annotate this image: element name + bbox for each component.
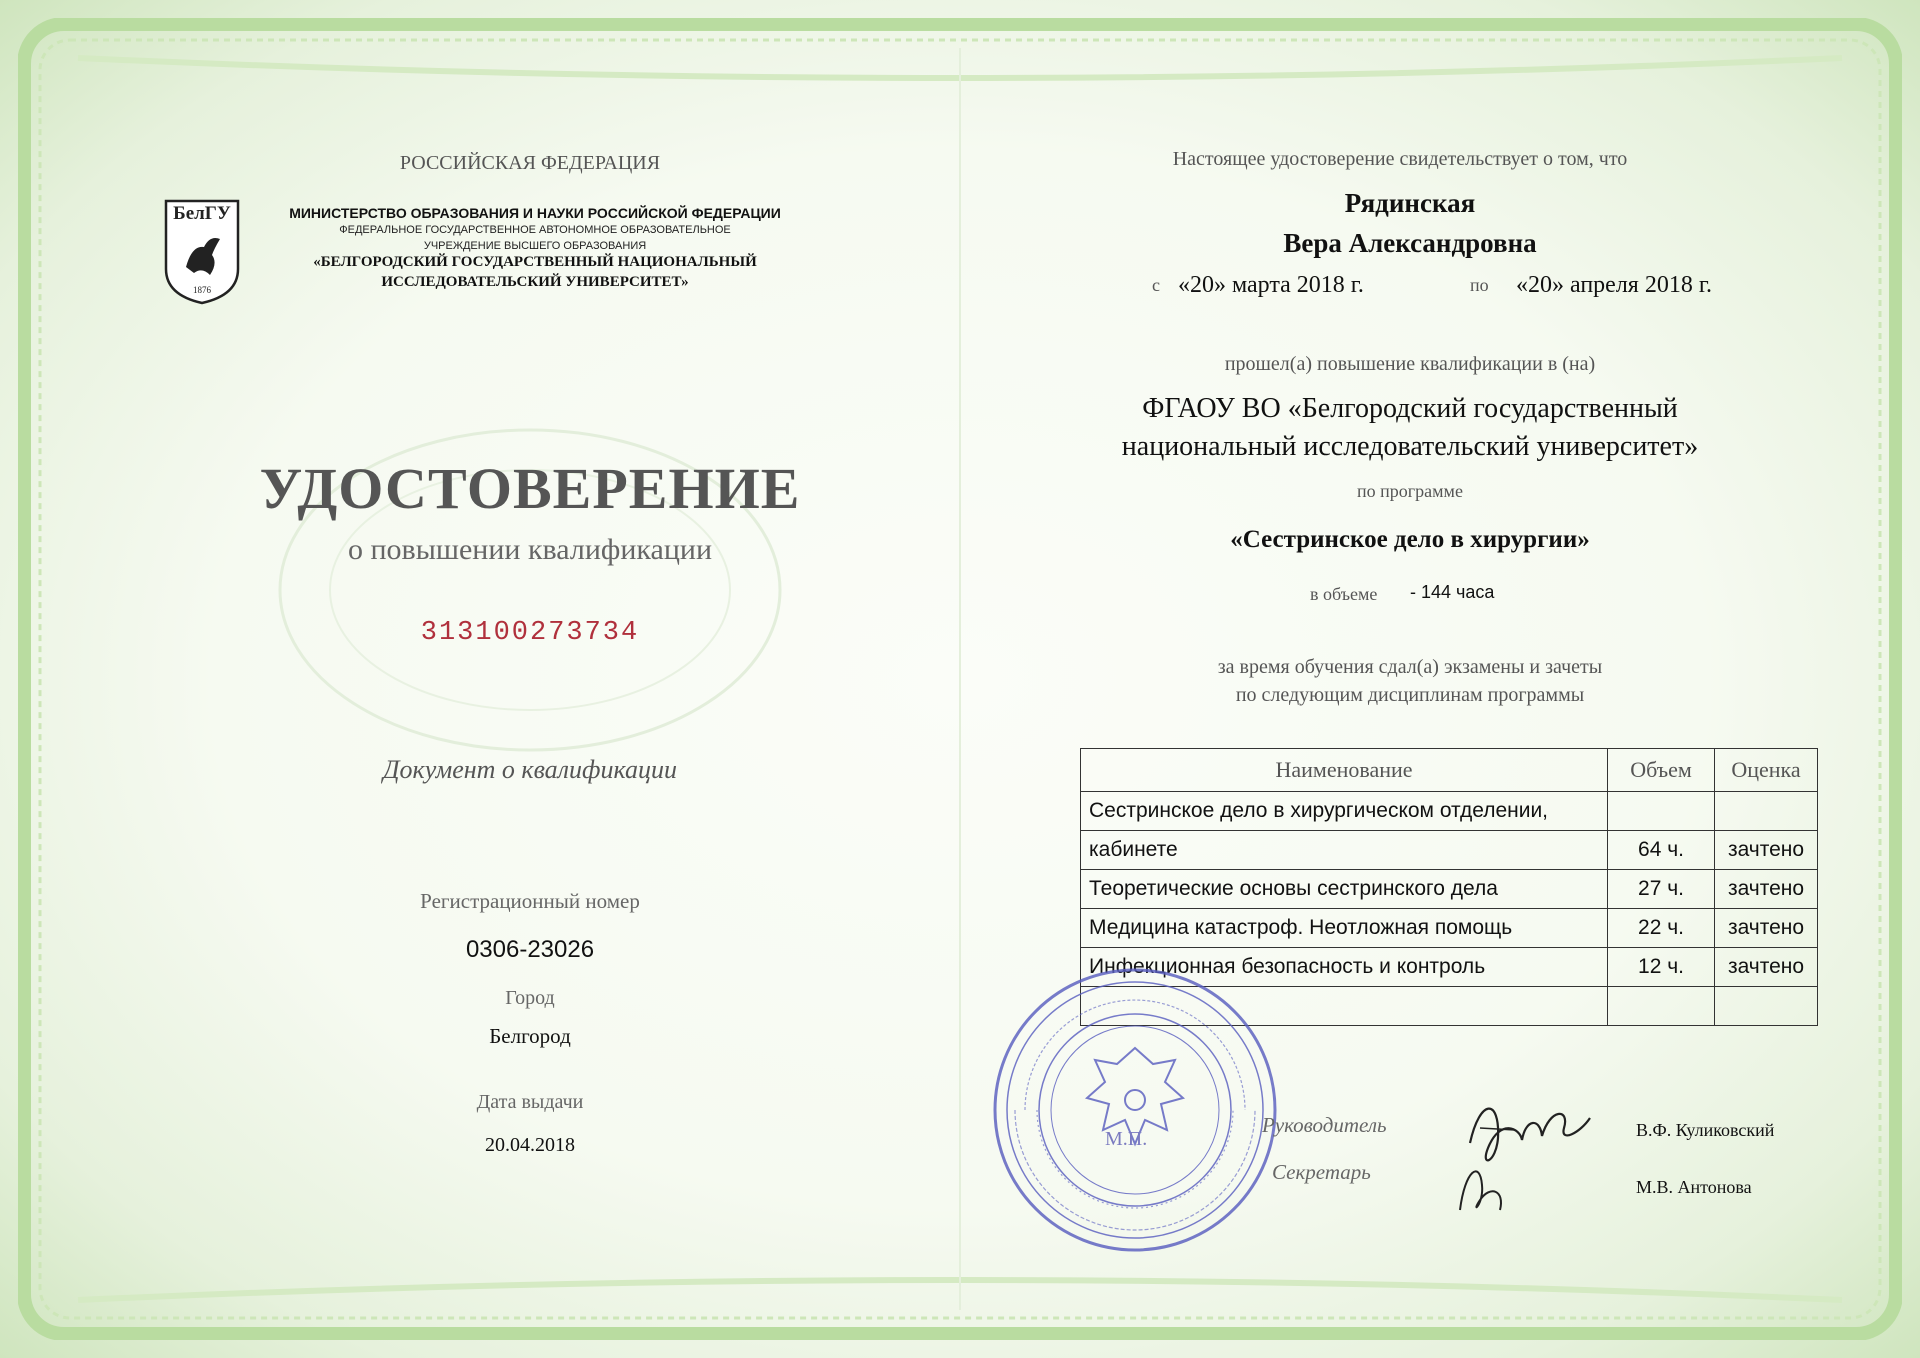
university-name-line-1: «БЕЛГОРОДСКИЙ ГОСУДАРСТВЕННЫЙ НАЦИОНАЛЬНЫЙ (313, 254, 757, 270)
header-name: Наименование (1081, 749, 1608, 792)
subject-name: Сестринское дело в хирургическом отделении, (1081, 792, 1608, 831)
program-name: «Сестринское дело в хирургии» (1230, 526, 1590, 553)
logo-text: БелГУ (173, 203, 231, 224)
subject-grade (1715, 792, 1818, 831)
secretary-label: Секретарь (1272, 1160, 1371, 1184)
volume-value: - 144 часа (1410, 582, 1495, 602)
intro-text: Настоящее удостоверение свидетельствует о том, что (1172, 148, 1628, 170)
subject-hours: 22 ч. (1608, 909, 1715, 948)
subject-grade (1715, 987, 1818, 1026)
ministry-name: МИНИСТЕРСТВО ОБРАЗОВАНИЯ И НАУКИ РОССИЙСКОЙ ФЕДЕРАЦИИ (289, 205, 781, 221)
subject-hours: 12 ч. (1608, 948, 1715, 987)
exams-text-line-1: за время обучения сдал(а) экзамены и зачеты (1217, 656, 1603, 678)
holder-name: Вера Александровна (1283, 228, 1537, 258)
organization-line-1: ФГАОУ ВО «Белгородский государственный (1142, 393, 1678, 424)
subject-grade: зачтено (1715, 870, 1818, 909)
issue-date: 20.04.2018 (485, 1134, 575, 1156)
document-type: Документ о квалификации (383, 755, 677, 784)
subject-hours: 64 ч. (1608, 831, 1715, 870)
stamp-mark: М.П. (1105, 1128, 1148, 1150)
subject-name: кабинете (1081, 831, 1608, 870)
university-name-line-2: ИССЛЕДОВАТЕЛЬСКИЙ УНИВЕРСИТЕТ» (381, 274, 689, 290)
institution-type-line-1: ФЕДЕРАЛЬНОЕ ГОСУДАРСТВЕННОЕ АВТОНОМНОЕ ОБРАЗОВАТЕЛЬНОЕ (339, 224, 731, 236)
passed-text: прошел(а) повышение квалификации в (на) (1224, 353, 1596, 375)
official-stamp (985, 960, 1285, 1260)
table-row (1081, 870, 1818, 909)
director-name: В.Ф. Куликовский (1636, 1120, 1775, 1140)
table-header-row (1081, 749, 1818, 792)
header-hours: Объем (1608, 749, 1715, 792)
to-label: по (1470, 275, 1489, 295)
subject-name: Медицина катастроф. Неотложная помощь (1081, 909, 1608, 948)
logo-year: 1876 (193, 285, 211, 295)
holder-surname: Рядинская (1344, 188, 1476, 218)
registration-number: 0306-23026 (465, 936, 595, 963)
subject-name: Инфекционная безопасность и контроль (1081, 948, 1608, 987)
serial-number: 313100273734 (420, 618, 640, 648)
issue-date-label: Дата выдачи (476, 1091, 584, 1113)
city-label: Город (505, 987, 555, 1009)
secretary-name: М.В. Антонова (1636, 1177, 1752, 1197)
institution-type-line-2: УЧРЕЖДЕНИЕ ВЫСШЕГО ОБРАЗОВАНИЯ (423, 240, 647, 252)
volume-label: в объеме (1310, 584, 1378, 604)
table-row (1081, 909, 1818, 948)
document-title: УДОСТОВЕРЕНИЕ (259, 456, 801, 521)
from-label: с (1152, 275, 1160, 295)
subject-hours (1608, 987, 1715, 1026)
table-row (1081, 792, 1818, 831)
header-grade: Оценка (1715, 749, 1818, 792)
organization-line-2: национальный исследовательский университет» (1121, 431, 1699, 462)
university-logo (162, 197, 242, 307)
subject-name: Теоретические основы сестринского дела (1081, 870, 1608, 909)
table-row (1081, 831, 1818, 870)
secretary-signature (1450, 1150, 1520, 1225)
subject-grade: зачтено (1715, 909, 1818, 948)
subject-hours (1608, 792, 1715, 831)
subject-grade: зачтено (1715, 948, 1818, 987)
document-subtitle: о повышении квалификации (348, 533, 712, 566)
country-name: РОССИЙСКАЯ ФЕДЕРАЦИЯ (399, 152, 661, 174)
director-label: Руководитель (1262, 1113, 1387, 1137)
from-date: «20» марта 2018 г. (1178, 272, 1364, 298)
exams-text-line-2: по следующим дисциплинам программы (1235, 684, 1585, 706)
registration-label: Регистрационный номер (420, 889, 640, 913)
program-label: по программе (1357, 481, 1463, 501)
subject-hours: 27 ч. (1608, 870, 1715, 909)
subject-grade: зачтено (1715, 831, 1818, 870)
to-date: «20» апреля 2018 г. (1516, 272, 1712, 298)
city-value: Белгород (489, 1024, 571, 1048)
